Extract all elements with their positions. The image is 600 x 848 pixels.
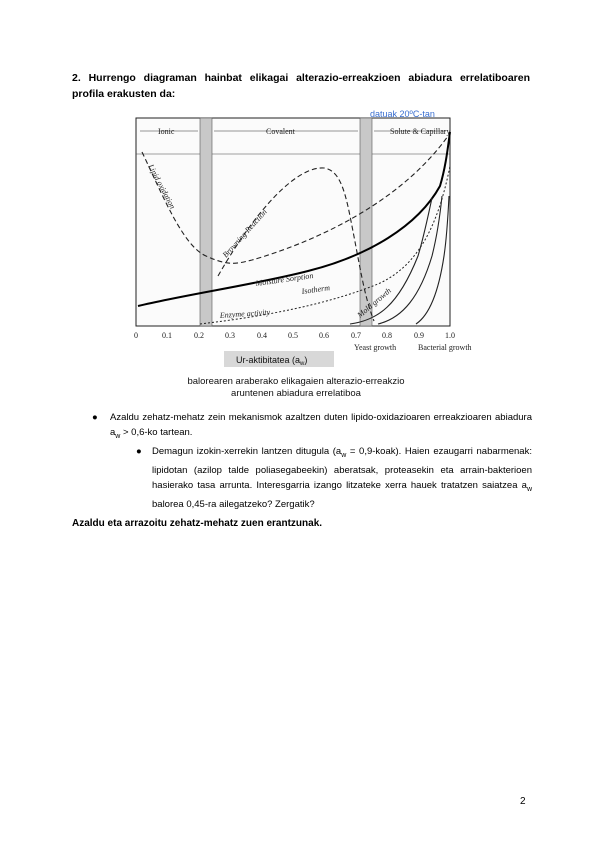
- x-axis-title: Ur-aktibitatea $(a_w)$: [236, 355, 308, 367]
- question-heading: 2. Hurrengo diagraman hainbat elikagai alterazio-erreakzioen abiadura errelatiboaren profila erakusten da:: [72, 72, 530, 100]
- region-ionic: Ionic: [158, 127, 175, 136]
- caption-line-2: aruntenen abiadura errelatiboa: [231, 388, 361, 399]
- caption-line-1: balorearen araberako elikagaien alterazio-erreakzio: [187, 376, 405, 387]
- tick-0: 0: [134, 331, 138, 340]
- tick-6: 0.6: [319, 331, 329, 340]
- tick-2: 0.2: [194, 331, 204, 340]
- tick-5: 0.5: [288, 331, 298, 340]
- region-solute: Solute & Capillary: [390, 127, 451, 136]
- temperature-note: datuak 20ºC-tan: [370, 109, 435, 119]
- page-number: 2: [520, 796, 526, 807]
- label-browning-reaction: Browning Reaction: [220, 207, 269, 260]
- ionic-covalent-band: [200, 118, 212, 326]
- tick-1: 0.1: [162, 331, 172, 340]
- bullet-dot-icon: ●: [92, 412, 98, 423]
- tick-8: 0.8: [382, 331, 392, 340]
- subbullet-item: ● Demagun izokin-xerrekin lantzen ditugula ($a_w$ = 0,9-koak). Haien ezaugarri nabarmenak: lipidotan (azilop talde poliasegabeekin) aberatsak, proteasekin eta arrain-bakterioen hasierako tasa arrunta. Interesgarria izango litzateke xerra hauek tratatzen saiatzea $a_w$ balorea 0,45-ra ailegatzeko? Zergatik?: [136, 445, 532, 510]
- x-axis-ticks: [134, 331, 455, 340]
- region-covalent: Covalent: [266, 127, 295, 136]
- bullet-item-1: ● Azaldu zehatz-mehatz zein mekanismok azaltzen duten lipido-oxidazioaren erreakzioaren abiadura $a_w > 0,6-ko$ tartean.: [92, 412, 532, 440]
- covalent-solute-band: [360, 118, 372, 326]
- label-moisture-sorption: Moisture Sorption: [255, 270, 314, 288]
- tick-10: 1.0: [445, 331, 455, 340]
- subbullet-dot-icon: ●: [136, 445, 142, 457]
- tick-4: 0.4: [257, 331, 267, 340]
- tick-9: 0.9: [414, 331, 424, 340]
- reaction-rate-diagram: [128, 106, 472, 386]
- label-lipid-oxidation: Lipid oxidation: [146, 162, 178, 211]
- label-enzyme-activity: Enzyme activity: [219, 307, 271, 320]
- label-yeast-growth: Yeast growth: [354, 343, 397, 352]
- closing-instruction: Azaldu eta arrazoitu zehatz-mehatz zuen erantzunak.: [72, 518, 323, 529]
- plot-frame: [136, 118, 450, 326]
- figure-caption: [128, 376, 464, 400]
- label-isotherm: Isotherm: [301, 283, 331, 296]
- label-mold-growth: Mold growth: [355, 286, 393, 320]
- tick-7: 0.7: [351, 331, 361, 340]
- tick-3: 0.3: [225, 331, 235, 340]
- bullet-list: [92, 410, 532, 512]
- diagram-svg: [128, 106, 472, 376]
- label-bacterial-growth: Bacterial growth: [418, 343, 472, 352]
